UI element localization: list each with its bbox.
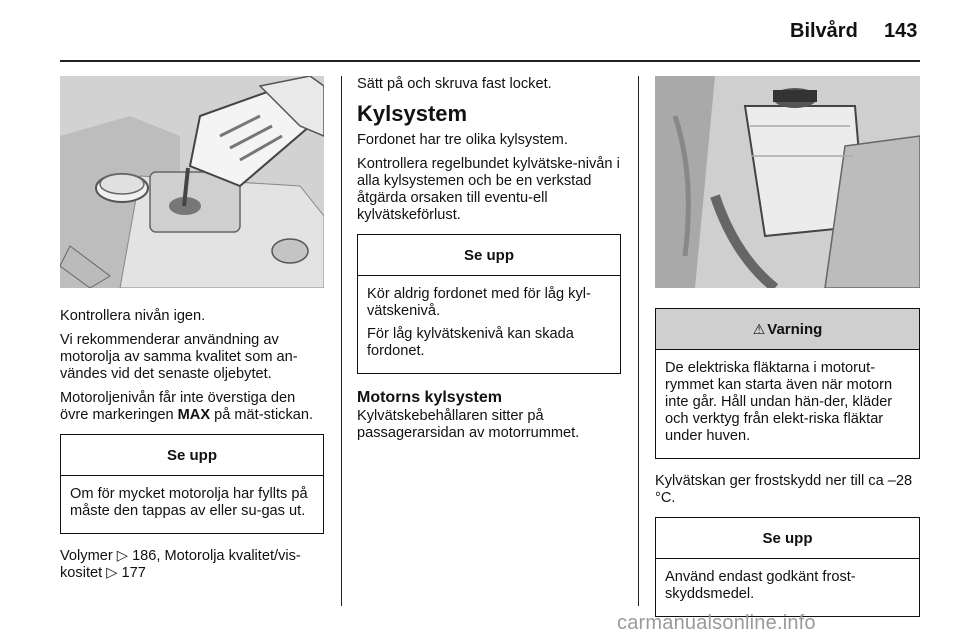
warning-box-fans xyxy=(655,308,920,459)
notice-box-coolant xyxy=(357,234,621,374)
notice-title: Se upp xyxy=(656,518,919,559)
warning-title xyxy=(656,309,919,350)
paragraph-three-systems: Fordonet har tre olika kylsystem. xyxy=(357,132,568,148)
ref-text-2[interactable]: 177 xyxy=(117,565,146,581)
header-rule xyxy=(60,60,920,62)
max-marking: MAX xyxy=(177,407,211,423)
running-header-title: Bilvård xyxy=(790,20,858,42)
page-ref-icon: ▷ xyxy=(116,548,129,564)
notice-box-oil xyxy=(60,434,324,534)
notice-title: Se upp xyxy=(358,235,620,276)
notice-title: Se upp xyxy=(61,435,323,476)
notice-body xyxy=(358,276,620,373)
notice-text-2: För låg kylvätskenivå kan skada fordonet. xyxy=(367,326,574,359)
notice-text: Om för mycket motorolja har fyllts på måste den tappas av eller su-gas ut. xyxy=(70,486,308,519)
watermark: carmanualsonline.info xyxy=(617,612,816,634)
oil-filling-illustration xyxy=(60,76,324,288)
notice-body xyxy=(656,559,919,616)
column-divider-2 xyxy=(638,76,639,606)
column-divider-1 xyxy=(341,76,342,606)
paragraph-max-level xyxy=(60,390,324,424)
notice-text: Använd endast godkänt frost-skyddsmedel. xyxy=(665,569,856,602)
warning-body xyxy=(656,350,919,458)
warning-text: De elektriska fläktarna i motorut-rymmet kan starta även när motorn inte går. Håll undan hän-der, kläder och verktyg från elekt-riska fläktar under huven. xyxy=(665,360,893,444)
ref-volumes[interactable]: Volymer xyxy=(60,548,117,564)
warning-title-text: Varning xyxy=(767,320,823,338)
warning-triangle-icon: ⚠ xyxy=(752,320,766,337)
cross-reference xyxy=(60,548,324,582)
section-heading-cooling: Kylsystem xyxy=(357,101,468,126)
ref-text-1[interactable]: 186, Motorolja kvalitet/vis-kositet xyxy=(60,548,301,581)
column-3 xyxy=(655,76,920,631)
coolant-reservoir-illustration xyxy=(655,76,920,288)
subheading-engine-cooling: Motorns kylsystem xyxy=(357,389,502,406)
max-text-b: på mät-stickan. xyxy=(210,407,314,423)
column-1 xyxy=(60,76,324,589)
paragraph-frost-protection: Kylvätskan ger frostskydd ner till ca –28 °C. xyxy=(655,473,913,506)
page-ref-icon: ▷ xyxy=(106,565,118,581)
page-number: 143 xyxy=(884,20,918,42)
notice-box-antifreeze xyxy=(655,517,920,617)
max-text-a: Motoroljenivån får inte överstiga den övre markeringen xyxy=(60,390,296,423)
paragraph-check-level: Kontrollera nivån igen. xyxy=(60,308,206,324)
paragraph-check-coolant: Kontrollera regelbundet kylvätske-nivån i alla kylsystemen och be en verkstad åtgärda orsaken till eventu-ell kylvätskeförlust. xyxy=(357,156,620,223)
paragraph-recommendation: Vi rekommenderar användning av motorolja av samma kvalitet som an-vändes vid det senaste oljebytet. xyxy=(60,332,298,382)
notice-body xyxy=(61,476,323,533)
paragraph-reservoir-location: Kylvätskebehållaren sitter på passagerarsidan av motorrummet. xyxy=(357,408,580,441)
notice-text-1: Kör aldrig fordonet med för låg kyl-vätskenivå. xyxy=(367,286,591,319)
column-2 xyxy=(357,76,621,449)
paragraph-cap: Sätt på och skruva fast locket. xyxy=(357,76,552,92)
